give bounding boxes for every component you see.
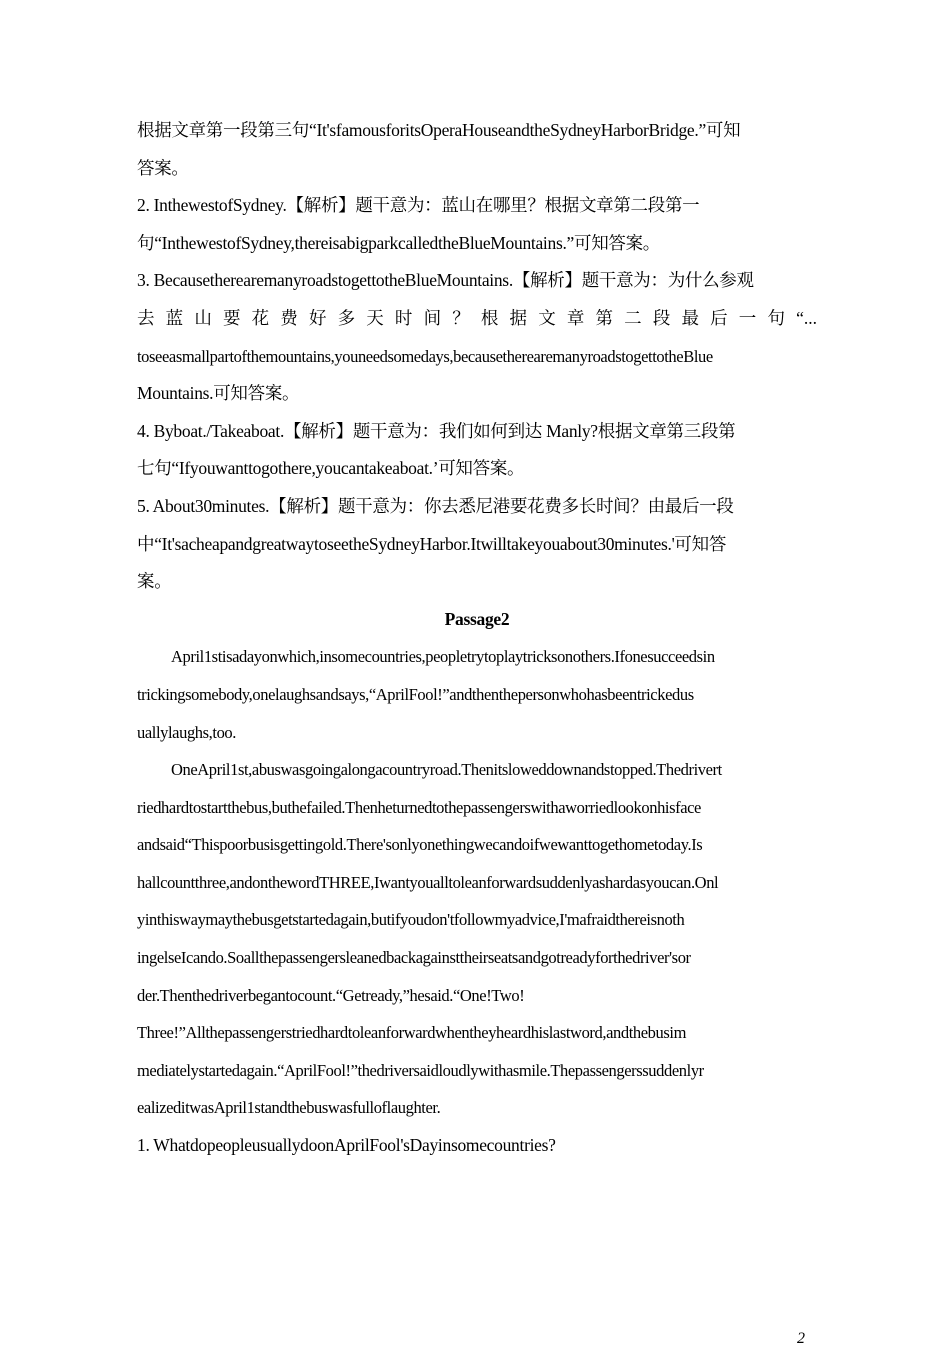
answer-2-line-1: 2. InthewestofSydney.【解析】题干意为：蓝山在哪里？根据文章第二段第一 [137,195,700,216]
answer-5-line-3: 案。 [137,571,172,592]
page-content [137,112,817,1165]
answer-3-line-1: 3. BecausetherearemanyroadstogettotheBlueMountains.【解析】题干意为：为什么参观 [137,270,754,291]
paragraph-2-line: OneApril1st,abuswasgoingalongacountryroad.Thenitsloweddownandstopped.Thedrivert [171,760,722,780]
question-1: 1. WhatdopeopleusuallydoonAprilFool'sDayinsomecountries? [137,1135,556,1156]
answer-4-line-2: 七句“Ifyouwanttogothere,youcantakeaboat.’可知答案。 [137,458,525,479]
answer-3-line-3: toseeasmallpartofthemountains,youneedsomedays,becausetherearemanyroadstogettotheBlue [137,346,713,366]
paragraph-2-line: der.Thenthedriverbegantocount.“Getready,”hesaid.“One!Two! [137,985,525,1005]
paragraph-2-line: Three!”Allthepassengerstriedhardtoleanforwardwhentheyheardhislastword,andthebusim [137,1023,687,1043]
answer-1-line-2: 答案。 [137,157,189,178]
paragraph-2-line: ingelseIcando.Soallthepassengersleanedbackagainsttheirseatsandgotreadyforthedriver'sor [137,948,691,968]
paragraph-2-line: andsaid“Thispoorbusisgettingold.There'sonlyonethingwecandoifwewanttogethometoday.Is [137,835,703,855]
answer-3-line-4: Mountains.可知答案。 [137,383,300,404]
answer-5-line-1: 5. About30minutes.【解析】题干意为：你去悉尼港要花费多长时间？由最后一段 [137,495,734,516]
paragraph-2-line: riedhardtostartthebus,buthefailed.Thenheturnedtothepassengerswithaworriedlookonhisface [137,797,701,817]
answer-2-line-2: 句“InthewestofSydney,thereisabigparkcalledtheBlueMountains.”可知答案。 [137,232,661,253]
paragraph-1-line: trickingsomebody,onelaughsandsays,“AprilFool!”andthenthepersonwhohasbeentrickedus [137,684,694,704]
answer-5-line-2: 中“It'sacheapandgreatwaytoseetheSydneyHarbor.Itwilltakeyouabout30minutes.'可知答 [137,533,727,554]
paragraph-1-line: April1stisadayonwhich,insomecountries,peopletrytoplaytricksonothers.Ifonesucceedsin [171,647,715,667]
answer-3-line-2: 去蓝山要花费好多天时间？根据文章第二段最后一句“... [137,307,817,328]
paragraph-2-line: mediatelystartedagain.“AprilFool!”thedriversaidloudlywithasmile.Thepassengerssuddenlyr [137,1060,704,1080]
page-number: 2 [797,1330,805,1347]
paragraph-2-line: ealizeditwasApril1standthebuswasfulloflaughter. [137,1098,441,1118]
paragraph-1-line: uallylaughs,too. [137,722,237,742]
passage-title: Passage2 [444,608,510,629]
answer-1-line-1: 根据文章第一段第三句“It'sfamousforitsOperaHouseandtheSydneyHarborBridge.”可知 [137,120,741,140]
paragraph-2-line: hallcountthree,andonthewordTHREE,Iwantyoualltoleanforwardsuddenlyashardasyoucan.Onl [137,872,719,892]
paragraph-2-line: yinthiswaymaythebusgetstartedagain,butifyoudon'tfollowmyadvice,I'mafraidthereisnoth [137,910,685,930]
answer-4-line-1: 4. Byboat./Takeaboat.【解析】题干意为：我们如何到达 Manly?根据文章第三段第 [137,420,736,441]
